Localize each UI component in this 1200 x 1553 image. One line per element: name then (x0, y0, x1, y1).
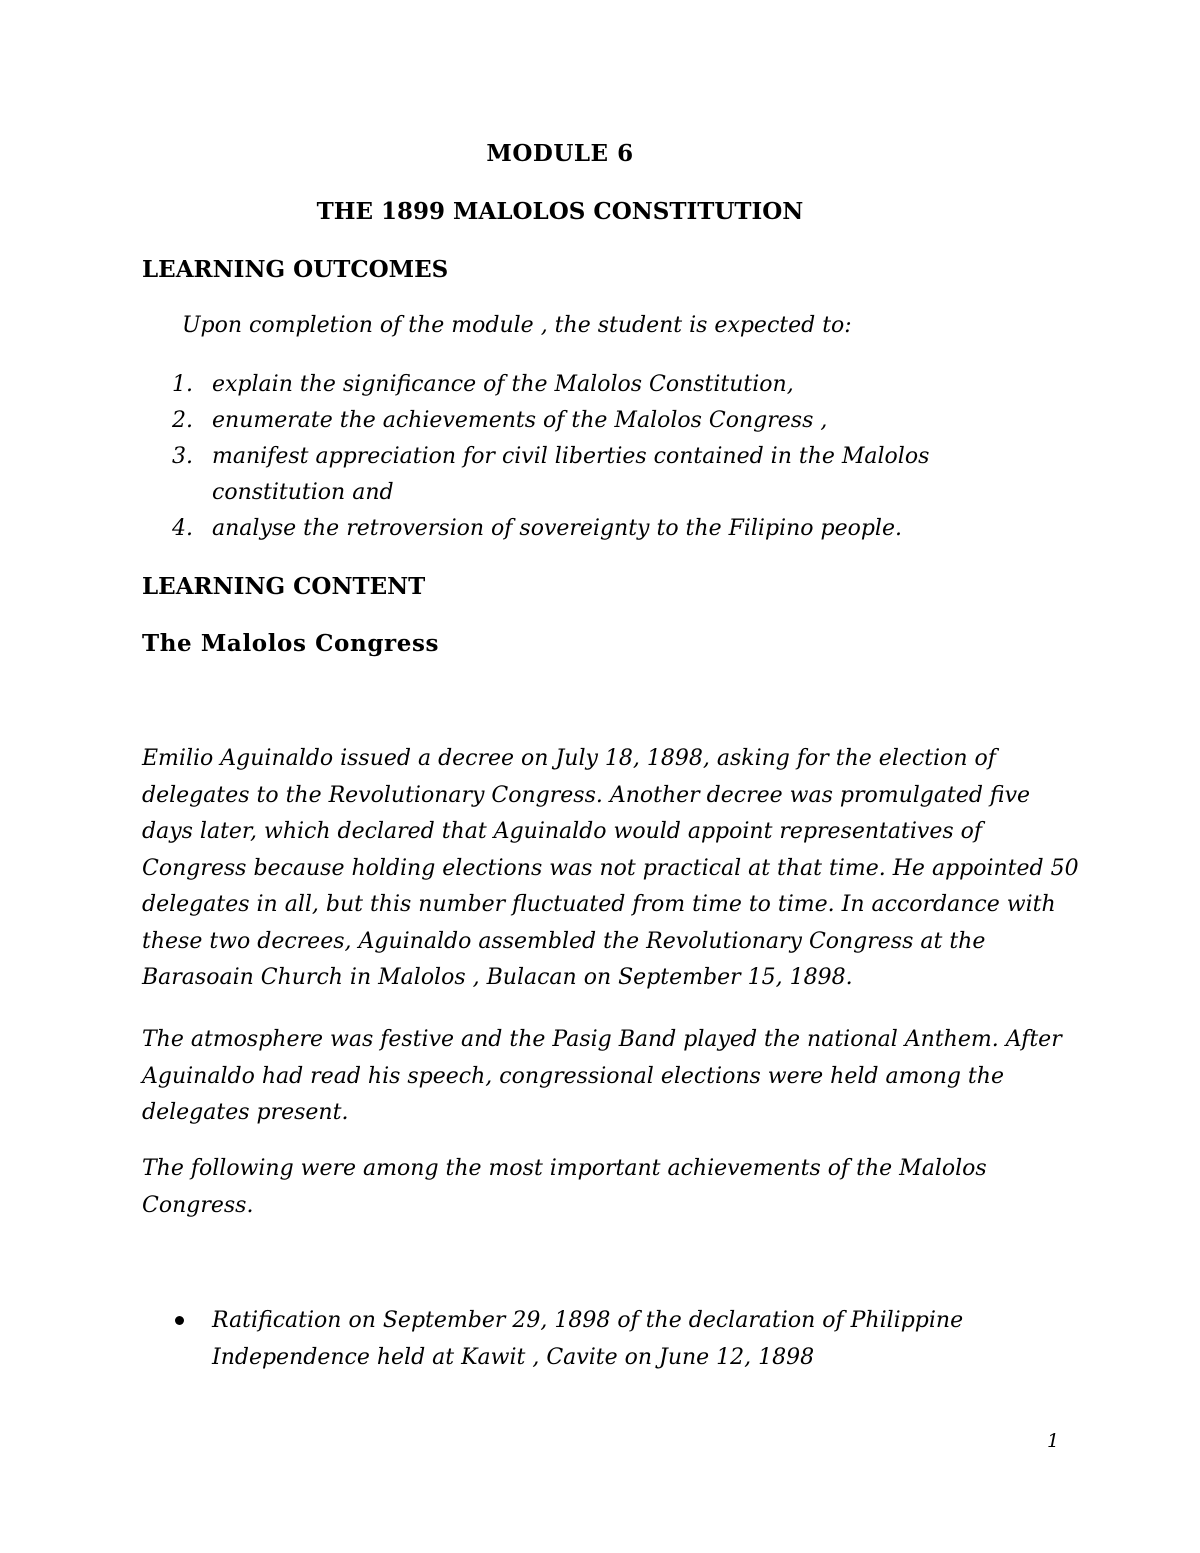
paragraph: The atmosphere was festive and the Pasig Band played the national Anthem. After Aguinaldo had read his speech, congressional elections were held among the delegates present. (142, 1027, 1062, 1125)
outcome-text: analyse the retroversion of sovereignty to the Filipino people. (212, 516, 902, 541)
outcome-item (172, 511, 1032, 547)
achievement-text: Ratification on September 29, 1898 of the declaration of Philippine Independence held at Kawit , Cavite on June 12, 1898 (212, 1308, 964, 1370)
bullet-icon (175, 1316, 184, 1325)
outcome-text: manifest appreciation for civil liberties contained in the Malolos constitution and (212, 444, 930, 505)
outcomes-list (172, 367, 1032, 547)
achievement-item (172, 1302, 1052, 1376)
outcomes-intro: Upon completion of the module , the student is expected to: (182, 313, 852, 338)
document-title: THE 1899 MALOLOS CONSTITUTION (316, 198, 804, 225)
outcome-item (172, 439, 1032, 511)
page-number: 1 (1047, 1430, 1060, 1452)
outcome-text: explain the significance of the Malolos Constitution, (212, 372, 794, 397)
outcome-item (172, 403, 1032, 439)
outcome-text: enumerate the achievements of the Malolos Congress , (212, 408, 828, 433)
learning-content-heading: LEARNING CONTENT (142, 573, 426, 600)
outcome-number: 2. (172, 408, 193, 433)
learning-outcomes-heading: LEARNING OUTCOMES (142, 256, 449, 283)
outcome-number: 4. (172, 516, 193, 541)
section-subheading: The Malolos Congress (142, 630, 440, 657)
outcome-item (172, 367, 1032, 403)
module-label: MODULE 6 (486, 140, 634, 167)
outcome-number: 1. (172, 372, 193, 397)
paragraph: Emilio Aguinaldo issued a decree on July 18, 1898, asking for the election of delegates to the Revolutionary Congress. Another decree was promulgated five days later, which declared that Aguinaldo would appoint representatives of Congress because holding elections was not practical at that time. He appointed 50 delegates in all, but this number fluctuated from time to time. In accordance with these two decrees, Aguinaldo assembled the Revolutionary Congress at the Barasoain Church in Malolos , Bulacan on September 15, 1898. (142, 746, 1079, 990)
outcome-number: 3. (172, 444, 193, 469)
achievements-list (172, 1302, 1052, 1376)
paragraph: The following were among the most important achievements of the Malolos Congress. (142, 1156, 987, 1218)
